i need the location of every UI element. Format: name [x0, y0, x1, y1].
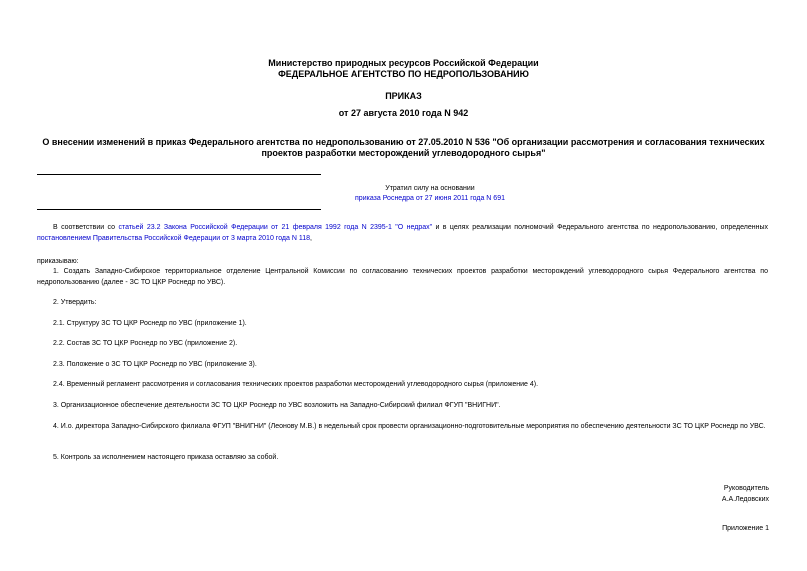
ministry-name: Министерство природных ресурсов Российской Федерации	[268, 58, 539, 68]
list-item: 2.1. Структуру ЗС ТО ЦКР Роснедр по УВС (приложение 1).	[53, 320, 247, 327]
preamble-text-2: и в целях реализации полномочий Федерального агентства по недропользованию, определенных	[432, 224, 768, 231]
divider-bottom	[37, 209, 321, 210]
list-item: 2. Утвердить:	[53, 299, 97, 306]
preamble-text-1: В соответствии со	[53, 224, 119, 231]
list-item: 2.3. Положение о ЗС ТО ЦКР Роснедр по УВС (приложение 3).	[53, 361, 257, 368]
preamble-text-3: ,	[310, 235, 312, 242]
divider-top	[37, 174, 321, 175]
signatory-position: Руководитель	[723, 485, 769, 492]
signatory-name: А.А.Ледовских	[721, 496, 769, 503]
list-item: 1. Создать Западно-Сибирское территориальное отделение Центральной Комиссии по согласованию технических проектов разработки месторождений углеводородного сырья Федерального агентства по недропользованию (далее - ЗС ТО ЦКР Роснедр по УВС).	[37, 268, 768, 286]
government-decree-link[interactable]: постановлением Правительства Российской Федерации от 3 марта 2010 года N 118	[37, 235, 311, 242]
document-type: ПРИКАЗ	[385, 91, 422, 101]
list-item: 5. Контроль за исполнением настоящего приказа оставляю за собой.	[53, 454, 279, 461]
status-note-text: Утратил силу на основании	[385, 185, 475, 192]
repeal-order-link[interactable]: приказа Роснедра от 27 июня 2011 года N 691	[355, 195, 505, 202]
list-item: 2.4. Временный регламент рассмотрения и согласования технических проектов разработки месторождений углеводородного сырья (приложение 4).	[53, 381, 539, 388]
law-article-link[interactable]: статьей 23.2 Закона Российской Федерации от 21 февраля 1992 года N 2395-1 "О недрах"	[118, 224, 433, 231]
list-item: 4. И.о. директора Западно-Сибирского филиала ФГУП "ВНИГНИ" (Леонову М.В.) в недельный срок провести организационно-подготовительные мероприятия по обеспечению деятельности ЗС ТО ЦКР Роснедр по УВС.	[53, 423, 766, 430]
list-item: 3. Организационное обеспечение деятельности ЗС ТО ЦКР Роснедр по УВС возложить на Западно-Сибирский филиал ФГУП "ВНИГНИ".	[53, 402, 501, 409]
preamble-paragraph	[37, 222, 768, 244]
document-date: от 27 августа 2010 года N 942	[338, 108, 469, 118]
agency-name: ФЕДЕРАЛЬНОЕ АГЕНТСТВО ПО НЕДРОПОЛЬЗОВАНИЮ	[278, 69, 529, 79]
status-note-link-row	[320, 194, 540, 204]
order-word: приказываю:	[37, 258, 79, 265]
document-title: О внесении изменений в приказ Федерального агентства по недропользованию от 27.05.2010 N 536 "Об организации рассмотрения и согласования технических проектов разработки месторождений углеводородного сырья"	[42, 137, 765, 158]
appendix-label: Приложение 1	[722, 525, 769, 532]
list-item: 2.2. Состав ЗС ТО ЦКР Роснедр по УВС (приложение 2).	[53, 340, 238, 347]
